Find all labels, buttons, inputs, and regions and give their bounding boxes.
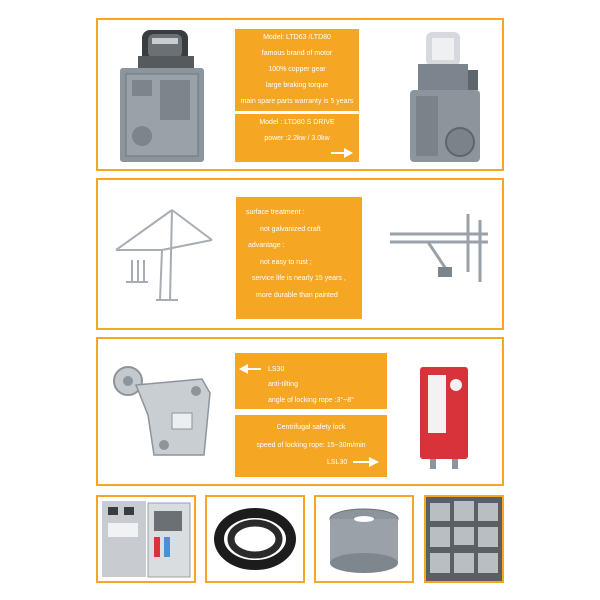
centrifugal-lock-image [414,361,474,471]
motor-spec-box [235,29,359,111]
wire-rope-thumb [314,495,414,583]
cable-coil-image [207,497,303,581]
treatment-line: surface treatment : [246,209,305,216]
control-box-thumb [96,495,196,583]
wire-rope-spool-image [316,497,412,581]
s-drive-motor-image [398,30,493,165]
spec-line: famous brand of motor [261,50,333,57]
drive-spec-box [235,114,359,162]
treatment-line: more durable than painted [256,292,338,299]
platform-panel [96,178,504,330]
treatment-line: not galvanized craft [260,226,321,233]
spec-line: Model: LTD63 /LTD80 [263,34,331,41]
spare-parts-image [426,497,502,581]
arrow-left-icon [239,364,261,374]
ls30-lock-image [106,361,216,461]
lock-spec-line: anti-tilting [268,381,298,388]
treatment-line: advantage : [248,242,285,249]
cable-thumb [205,495,305,583]
control-box-image [98,497,194,581]
hoist-motor-image [112,26,212,166]
spec-line: Model : LTD80 S DRIVE [259,119,335,126]
treatment-line: not easy to rust ; [260,259,312,266]
spec-line: 100% copper gear [268,66,326,73]
suspended-platform-image [112,200,217,310]
lock-spec-line: angle of locking rope :3°~8° [268,397,354,404]
treatment-line: service life is nearly 15 years , [252,275,346,282]
ls30-spec-box [235,353,387,409]
centrifugal-lock-box [235,415,387,477]
lock-spec-line: Centrifugal safety lock [276,424,346,431]
lock-spec-line: LS30 [268,366,285,373]
suspension-bracket-image [388,212,493,292]
motor-panel [96,18,504,171]
surface-treatment-box [236,197,362,319]
arrow-right-icon [353,457,379,467]
spec-line: power :2.2kw / 3.0kw [264,135,330,142]
lock-spec-line: LSL30 [327,459,348,466]
safety-lock-panel [96,337,504,486]
spec-line: main spare parts warranty is 5 years [240,98,354,105]
spec-line: large braking torque [265,82,329,89]
lock-spec-line: speed of locking rope: 15~30m/min [256,442,366,449]
spare-parts-thumb [424,495,504,583]
arrow-right-icon [331,148,353,158]
